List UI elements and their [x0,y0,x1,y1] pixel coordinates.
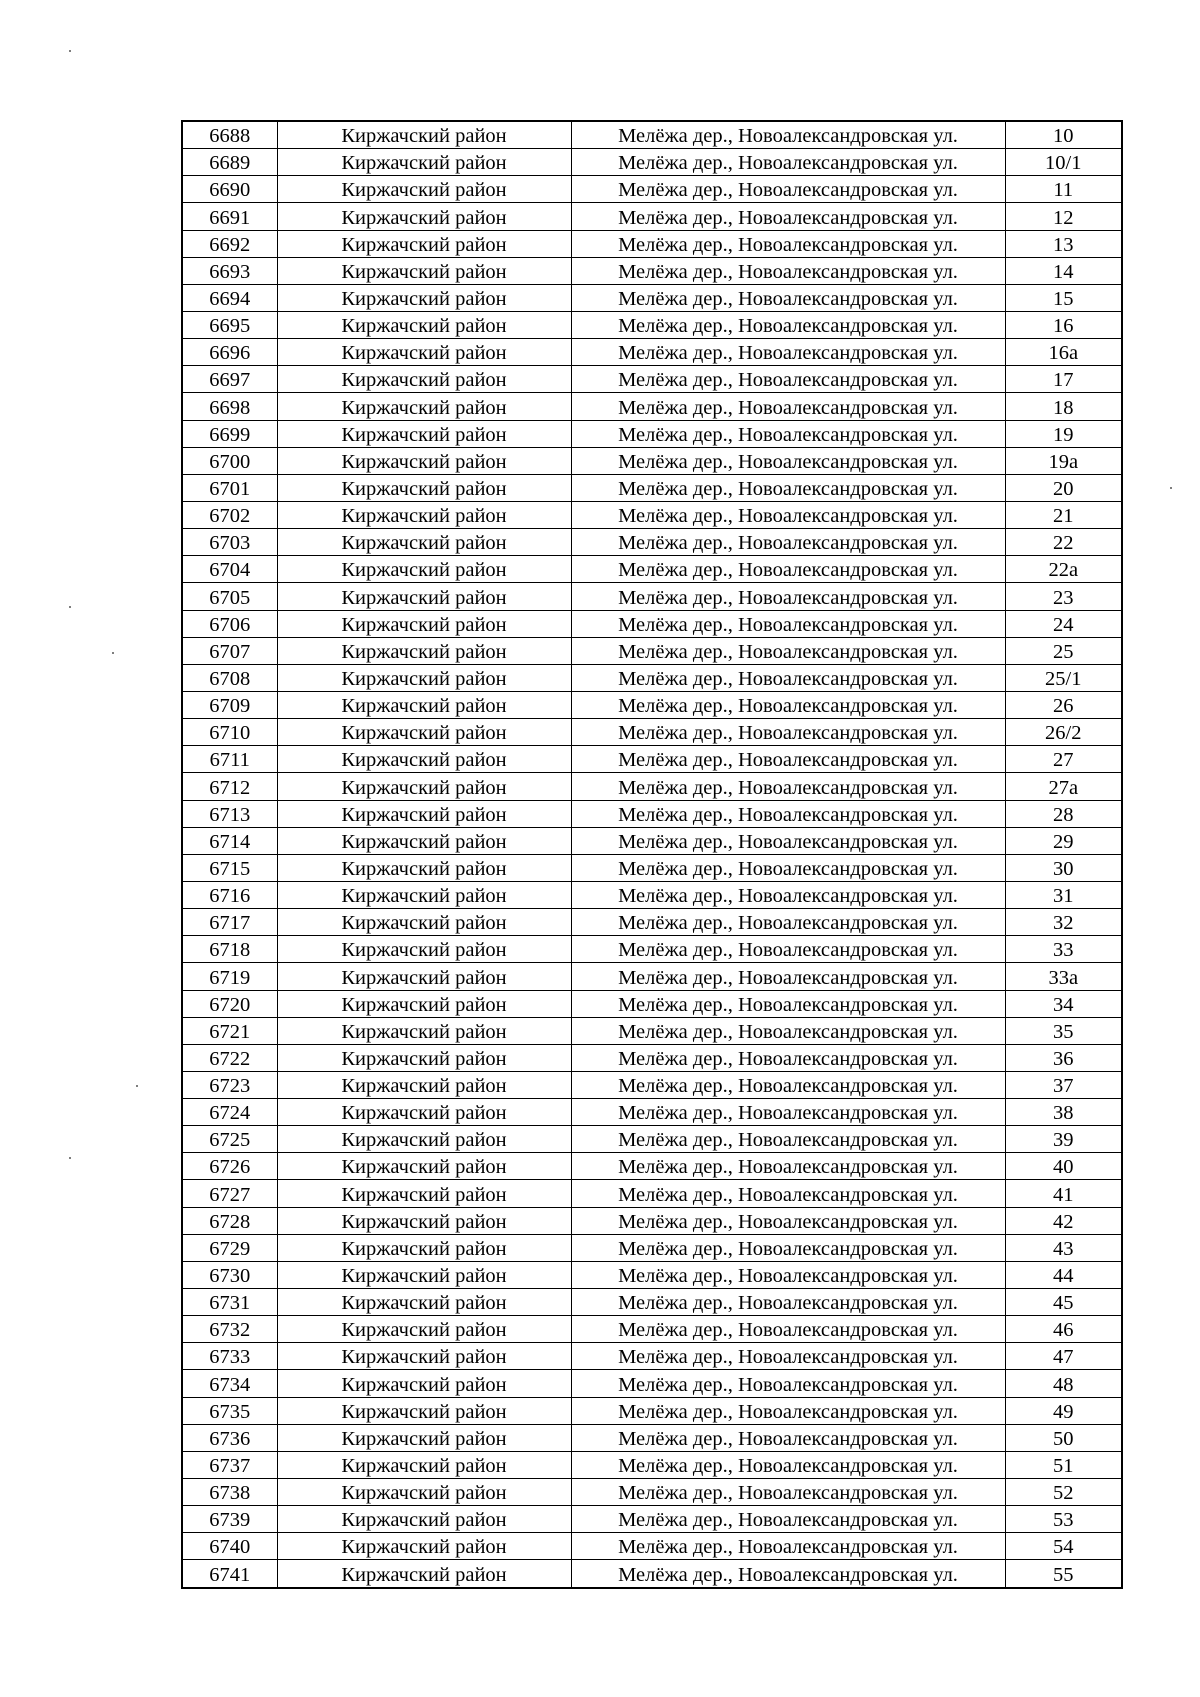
district-cell: Киржачский район [277,1207,571,1234]
address-cell: Мелёжа дер., Новоалександровская ул. [571,1397,1005,1424]
house-number-cell: 19а [1005,447,1122,474]
address-cell: Мелёжа дер., Новоалександровская ул. [571,1261,1005,1288]
address-cell: Мелёжа дер., Новоалександровская ул. [571,1126,1005,1153]
house-number-cell: 36 [1005,1044,1122,1071]
address-cell: Мелёжа дер., Новоалександровская ул. [571,1370,1005,1397]
address-cell: Мелёжа дер., Новоалександровская ул. [571,121,1005,149]
house-number-cell: 25 [1005,637,1122,664]
district-cell: Киржачский район [277,1071,571,1098]
district-cell: Киржачский район [277,719,571,746]
row-number-cell: 6710 [182,719,277,746]
table-row [182,176,1122,203]
house-number-cell: 24 [1005,610,1122,637]
district-cell: Киржачский район [277,637,571,664]
address-cell: Мелёжа дер., Новоалександровская ул. [571,1071,1005,1098]
row-number-cell: 6709 [182,691,277,718]
table-row [182,637,1122,664]
address-cell: Мелёжа дер., Новоалександровская ул. [571,664,1005,691]
row-number-cell: 6721 [182,1017,277,1044]
house-number-cell: 15 [1005,284,1122,311]
address-cell: Мелёжа дер., Новоалександровская ул. [571,366,1005,393]
address-cell: Мелёжа дер., Новоалександровская ул. [571,311,1005,338]
table-row [182,881,1122,908]
house-number-cell: 22 [1005,529,1122,556]
district-cell: Киржачский район [277,1316,571,1343]
address-cell: Мелёжа дер., Новоалександровская ул. [571,556,1005,583]
house-number-cell: 10 [1005,121,1122,149]
house-number-cell: 47 [1005,1343,1122,1370]
house-number-cell: 54 [1005,1533,1122,1560]
table-row [182,1479,1122,1506]
house-number-cell: 33а [1005,963,1122,990]
district-cell: Киржачский район [277,339,571,366]
table-row [182,1424,1122,1451]
row-number-cell: 6717 [182,909,277,936]
row-number-cell: 6741 [182,1560,277,1588]
table-row [182,909,1122,936]
house-number-cell: 20 [1005,474,1122,501]
district-cell: Киржачский район [277,203,571,230]
address-cell: Мелёжа дер., Новоалександровская ул. [571,393,1005,420]
table-row [182,583,1122,610]
address-cell: Мелёжа дер., Новоалександровская ул. [571,773,1005,800]
table-row [182,1289,1122,1316]
district-cell: Киржачский район [277,284,571,311]
row-number-cell: 6737 [182,1451,277,1478]
table-row [182,746,1122,773]
address-cell: Мелёжа дер., Новоалександровская ул. [571,1316,1005,1343]
row-number-cell: 6724 [182,1099,277,1126]
table-row [182,474,1122,501]
district-cell: Киржачский район [277,230,571,257]
table-row [182,1397,1122,1424]
address-cell: Мелёжа дер., Новоалександровская ул. [571,1289,1005,1316]
table-row [182,1506,1122,1533]
table-row [182,501,1122,528]
table-row [182,1533,1122,1560]
row-number-cell: 6696 [182,339,277,366]
house-number-cell: 23 [1005,583,1122,610]
table-row [182,366,1122,393]
district-cell: Киржачский район [277,881,571,908]
row-number-cell: 6726 [182,1153,277,1180]
table-row [182,311,1122,338]
district-cell: Киржачский район [277,1099,571,1126]
district-cell: Киржачский район [277,447,571,474]
house-number-cell: 35 [1005,1017,1122,1044]
house-number-cell: 31 [1005,881,1122,908]
row-number-cell: 6734 [182,1370,277,1397]
address-cell: Мелёжа дер., Новоалександровская ул. [571,881,1005,908]
table-row [182,990,1122,1017]
row-number-cell: 6700 [182,447,277,474]
address-cell: Мелёжа дер., Новоалександровская ул. [571,800,1005,827]
district-cell: Киржачский район [277,854,571,881]
table-row [182,1099,1122,1126]
house-number-cell: 34 [1005,990,1122,1017]
district-cell: Киржачский район [277,746,571,773]
district-cell: Киржачский район [277,1370,571,1397]
table-row [182,827,1122,854]
district-cell: Киржачский район [277,1126,571,1153]
row-number-cell: 6706 [182,610,277,637]
row-number-cell: 6720 [182,990,277,1017]
address-cell: Мелёжа дер., Новоалександровская ул. [571,583,1005,610]
row-number-cell: 6708 [182,664,277,691]
row-number-cell: 6730 [182,1261,277,1288]
row-number-cell: 6711 [182,746,277,773]
row-number-cell: 6689 [182,149,277,176]
address-cell: Мелёжа дер., Новоалександровская ул. [571,176,1005,203]
row-number-cell: 6722 [182,1044,277,1071]
table-row [182,284,1122,311]
address-cell: Мелёжа дер., Новоалександровская ул. [571,474,1005,501]
table-row [182,257,1122,284]
district-cell: Киржачский район [277,474,571,501]
address-cell: Мелёжа дер., Новоалександровская ул. [571,854,1005,881]
house-number-cell: 18 [1005,393,1122,420]
row-number-cell: 6693 [182,257,277,284]
house-number-cell: 22а [1005,556,1122,583]
table-row [182,1560,1122,1588]
row-number-cell: 6739 [182,1506,277,1533]
district-cell: Киржачский район [277,1180,571,1207]
house-number-cell: 40 [1005,1153,1122,1180]
district-cell: Киржачский район [277,121,571,149]
table-row [182,1017,1122,1044]
house-number-cell: 10/1 [1005,149,1122,176]
row-number-cell: 6697 [182,366,277,393]
row-number-cell: 6714 [182,827,277,854]
house-number-cell: 52 [1005,1479,1122,1506]
address-cell: Мелёжа дер., Новоалександровская ул. [571,203,1005,230]
address-cell: Мелёжа дер., Новоалександровская ул. [571,909,1005,936]
house-number-cell: 25/1 [1005,664,1122,691]
table-row [182,691,1122,718]
table-row [182,230,1122,257]
address-cell: Мелёжа дер., Новоалександровская ул. [571,691,1005,718]
row-number-cell: 6701 [182,474,277,501]
district-cell: Киржачский район [277,773,571,800]
house-number-cell: 19 [1005,420,1122,447]
address-cell: Мелёжа дер., Новоалександровская ул. [571,339,1005,366]
district-cell: Киржачский район [277,1153,571,1180]
table-row [182,1261,1122,1288]
row-number-cell: 6698 [182,393,277,420]
house-number-cell: 30 [1005,854,1122,881]
row-number-cell: 6729 [182,1234,277,1261]
house-number-cell: 27а [1005,773,1122,800]
address-cell: Мелёжа дер., Новоалександровская ул. [571,1506,1005,1533]
district-cell: Киржачский район [277,1289,571,1316]
house-number-cell: 48 [1005,1370,1122,1397]
table-row [182,1370,1122,1397]
district-cell: Киржачский район [277,1234,571,1261]
district-cell: Киржачский район [277,1533,571,1560]
address-cell: Мелёжа дер., Новоалександровская ул. [571,257,1005,284]
address-cell: Мелёжа дер., Новоалександровская ул. [571,501,1005,528]
table-row [182,1207,1122,1234]
address-cell: Мелёжа дер., Новоалександровская ул. [571,1153,1005,1180]
table-row [182,529,1122,556]
address-cell: Мелёжа дер., Новоалександровская ул. [571,1424,1005,1451]
district-cell: Киржачский район [277,149,571,176]
address-table-body [182,121,1122,1588]
house-number-cell: 28 [1005,800,1122,827]
row-number-cell: 6728 [182,1207,277,1234]
house-number-cell: 43 [1005,1234,1122,1261]
row-number-cell: 6704 [182,556,277,583]
district-cell: Киржачский район [277,1343,571,1370]
address-cell: Мелёжа дер., Новоалександровская ул. [571,447,1005,474]
address-cell: Мелёжа дер., Новоалександровская ул. [571,1451,1005,1478]
address-cell: Мелёжа дер., Новоалександровская ул. [571,1207,1005,1234]
district-cell: Киржачский район [277,311,571,338]
house-number-cell: 55 [1005,1560,1122,1588]
house-number-cell: 26/2 [1005,719,1122,746]
district-cell: Киржачский район [277,909,571,936]
table-row [182,1180,1122,1207]
row-number-cell: 6727 [182,1180,277,1207]
table-row [182,719,1122,746]
table-row [182,773,1122,800]
address-cell: Мелёжа дер., Новоалександровская ул. [571,1044,1005,1071]
house-number-cell: 26 [1005,691,1122,718]
row-number-cell: 6723 [182,1071,277,1098]
house-number-cell: 39 [1005,1126,1122,1153]
table-row [182,1234,1122,1261]
table-row [182,854,1122,881]
address-cell: Мелёжа дер., Новоалександровская ул. [571,1479,1005,1506]
district-cell: Киржачский район [277,501,571,528]
table-row [182,556,1122,583]
district-cell: Киржачский район [277,610,571,637]
scan-speck [112,652,114,654]
district-cell: Киржачский район [277,1044,571,1071]
address-cell: Мелёжа дер., Новоалександровская ул. [571,1234,1005,1261]
house-number-cell: 12 [1005,203,1122,230]
table-row [182,420,1122,447]
district-cell: Киржачский район [277,990,571,1017]
row-number-cell: 6718 [182,936,277,963]
address-cell: Мелёжа дер., Новоалександровская ул. [571,529,1005,556]
address-cell: Мелёжа дер., Новоалександровская ул. [571,1017,1005,1044]
district-cell: Киржачский район [277,800,571,827]
address-cell: Мелёжа дер., Новоалександровская ул. [571,1343,1005,1370]
house-number-cell: 42 [1005,1207,1122,1234]
table-row [182,393,1122,420]
row-number-cell: 6716 [182,881,277,908]
table-row [182,800,1122,827]
district-cell: Киржачский район [277,1451,571,1478]
row-number-cell: 6736 [182,1424,277,1451]
scan-speck [69,1157,71,1159]
table-row [182,203,1122,230]
house-number-cell: 13 [1005,230,1122,257]
table-row [182,963,1122,990]
table-row [182,339,1122,366]
address-table [181,120,1123,1589]
scan-speck [1170,487,1172,489]
address-cell: Мелёжа дер., Новоалександровская ул. [571,1533,1005,1560]
district-cell: Киржачский район [277,1506,571,1533]
row-number-cell: 6692 [182,230,277,257]
row-number-cell: 6690 [182,176,277,203]
house-number-cell: 50 [1005,1424,1122,1451]
address-cell: Мелёжа дер., Новоалександровская ул. [571,719,1005,746]
row-number-cell: 6731 [182,1289,277,1316]
address-cell: Мелёжа дер., Новоалександровская ул. [571,420,1005,447]
address-cell: Мелёжа дер., Новоалександровская ул. [571,637,1005,664]
district-cell: Киржачский район [277,1017,571,1044]
district-cell: Киржачский район [277,529,571,556]
district-cell: Киржачский район [277,420,571,447]
row-number-cell: 6691 [182,203,277,230]
house-number-cell: 37 [1005,1071,1122,1098]
address-cell: Мелёжа дер., Новоалександровская ул. [571,963,1005,990]
house-number-cell: 45 [1005,1289,1122,1316]
house-number-cell: 16 [1005,311,1122,338]
house-number-cell: 53 [1005,1506,1122,1533]
row-number-cell: 6740 [182,1533,277,1560]
table-row [182,1343,1122,1370]
district-cell: Киржачский район [277,691,571,718]
address-cell: Мелёжа дер., Новоалександровская ул. [571,936,1005,963]
house-number-cell: 27 [1005,746,1122,773]
house-number-cell: 11 [1005,176,1122,203]
house-number-cell: 21 [1005,501,1122,528]
house-number-cell: 14 [1005,257,1122,284]
house-number-cell: 29 [1005,827,1122,854]
house-number-cell: 33 [1005,936,1122,963]
address-cell: Мелёжа дер., Новоалександровская ул. [571,284,1005,311]
row-number-cell: 6707 [182,637,277,664]
district-cell: Киржачский район [277,1424,571,1451]
address-cell: Мелёжа дер., Новоалександровская ул. [571,230,1005,257]
district-cell: Киржачский район [277,1479,571,1506]
address-cell: Мелёжа дер., Новоалександровская ул. [571,610,1005,637]
table-row [182,610,1122,637]
district-cell: Киржачский район [277,936,571,963]
address-cell: Мелёжа дер., Новоалександровская ул. [571,990,1005,1017]
district-cell: Киржачский район [277,1560,571,1588]
row-number-cell: 6712 [182,773,277,800]
house-number-cell: 44 [1005,1261,1122,1288]
address-cell: Мелёжа дер., Новоалександровская ул. [571,1560,1005,1588]
table-row [182,664,1122,691]
row-number-cell: 6732 [182,1316,277,1343]
scan-speck [69,606,71,608]
row-number-cell: 6735 [182,1397,277,1424]
row-number-cell: 6699 [182,420,277,447]
row-number-cell: 6713 [182,800,277,827]
house-number-cell: 16а [1005,339,1122,366]
row-number-cell: 6703 [182,529,277,556]
row-number-cell: 6715 [182,854,277,881]
scan-speck [69,50,71,52]
table-row [182,121,1122,149]
row-number-cell: 6694 [182,284,277,311]
house-number-cell: 46 [1005,1316,1122,1343]
table-row [182,149,1122,176]
table-row [182,1451,1122,1478]
district-cell: Киржачский район [277,963,571,990]
house-number-cell: 17 [1005,366,1122,393]
row-number-cell: 6688 [182,121,277,149]
house-number-cell: 32 [1005,909,1122,936]
district-cell: Киржачский район [277,583,571,610]
district-cell: Киржачский район [277,827,571,854]
table-row [182,1071,1122,1098]
row-number-cell: 6733 [182,1343,277,1370]
address-cell: Мелёжа дер., Новоалександровская ул. [571,827,1005,854]
district-cell: Киржачский район [277,176,571,203]
table-row [182,1044,1122,1071]
table-row [182,1153,1122,1180]
house-number-cell: 51 [1005,1451,1122,1478]
scan-speck [136,1085,138,1087]
table-row [182,936,1122,963]
row-number-cell: 6725 [182,1126,277,1153]
address-cell: Мелёжа дер., Новоалександровская ул. [571,746,1005,773]
house-number-cell: 38 [1005,1099,1122,1126]
table-row [182,1316,1122,1343]
address-cell: Мелёжа дер., Новоалександровская ул. [571,1099,1005,1126]
district-cell: Киржачский район [277,366,571,393]
address-cell: Мелёжа дер., Новоалександровская ул. [571,149,1005,176]
address-cell: Мелёжа дер., Новоалександровская ул. [571,1180,1005,1207]
district-cell: Киржачский район [277,393,571,420]
district-cell: Киржачский район [277,556,571,583]
district-cell: Киржачский район [277,257,571,284]
row-number-cell: 6738 [182,1479,277,1506]
house-number-cell: 41 [1005,1180,1122,1207]
row-number-cell: 6705 [182,583,277,610]
house-number-cell: 49 [1005,1397,1122,1424]
table-row [182,447,1122,474]
district-cell: Киржачский район [277,664,571,691]
district-cell: Киржачский район [277,1261,571,1288]
row-number-cell: 6719 [182,963,277,990]
row-number-cell: 6695 [182,311,277,338]
district-cell: Киржачский район [277,1397,571,1424]
table-row [182,1126,1122,1153]
row-number-cell: 6702 [182,501,277,528]
